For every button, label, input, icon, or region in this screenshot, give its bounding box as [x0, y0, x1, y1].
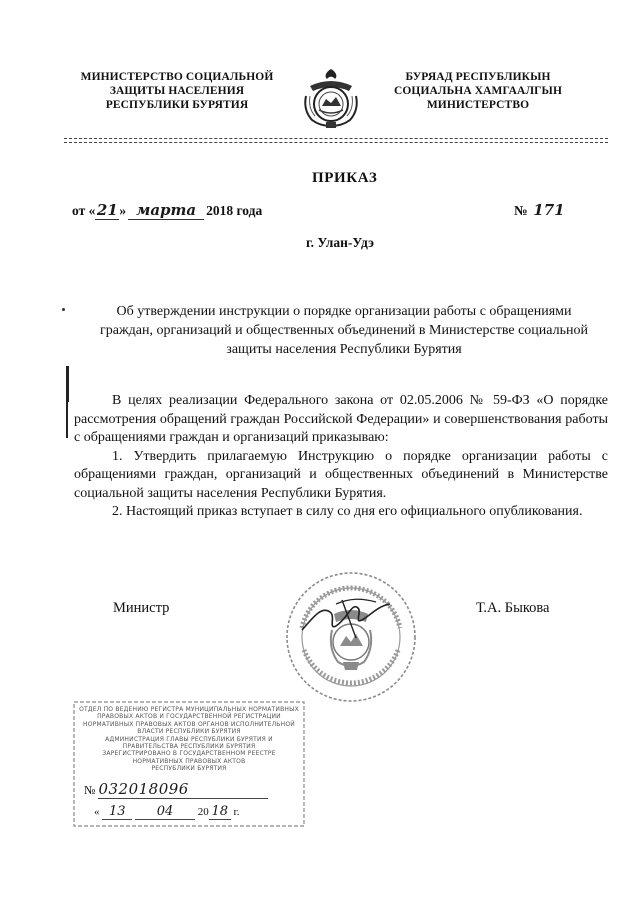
- date-prefix: от «: [72, 203, 96, 218]
- document-city: г. Улан-Удэ: [306, 235, 374, 250]
- stamp-date-day: 13: [102, 804, 132, 820]
- document-type-title: ПРИКАЗ: [312, 170, 378, 186]
- registration-stamp: [72, 700, 306, 828]
- margin-mark-2: [66, 398, 68, 438]
- body-paragraph-preamble: В целях реализации Федерального закона от 02.05.2006 № 59-ФЗ «О порядке рассмотрения обращений граждан Российской Федерации» и совершенствования работы с обращениями граждан и организаций приказываю:: [74, 393, 608, 445]
- stamp-line: РЕСПУБЛИКИ БУРЯТИЯ: [151, 765, 227, 773]
- stamp-registration-date: [94, 804, 294, 820]
- stamp-date-year-prefix: 20: [197, 806, 209, 818]
- stamp-line: ВЛАСТИ РЕСПУБЛИКИ БУРЯТИЯ: [137, 728, 241, 736]
- margin-dot: [62, 308, 65, 311]
- stamp-line: ЗАРЕГИСТРИРОВАНО В ГОСУДАРСТВЕННОМ РЕЕСТРЕ: [102, 750, 276, 758]
- document-date: [72, 201, 262, 220]
- ministry-name-bua-line3: МИНИСТЕРСТВО: [426, 99, 530, 111]
- subject-line1: Об утверждении инструкции о порядке организации работы с обращениями: [116, 304, 572, 319]
- document-number: [514, 201, 567, 219]
- date-suffix: 2018 года: [206, 203, 263, 218]
- stamp-date-suffix: г.: [233, 806, 240, 818]
- subject-line3: защиты населения Республики Бурятия: [226, 342, 462, 357]
- document-subject: [72, 302, 616, 359]
- stamp-line: АДМИНИСТРАЦИЯ ГЛАВЫ РЕСПУБЛИКИ БУРЯТИЯ И: [105, 735, 273, 743]
- subject-line2: граждан, организаций и общественных объединений в Министерстве социальной: [100, 323, 588, 338]
- stamp-date-month: 04: [135, 804, 195, 820]
- ministry-name-ru-line3: РЕСПУБЛИКИ БУРЯТИЯ: [105, 99, 249, 111]
- ministry-name-buryat: [378, 70, 578, 112]
- header-divider-top: [64, 138, 608, 139]
- ministry-name-russian: [72, 70, 282, 112]
- ministry-name-bua-line2: СОЦИАЛЬНА ХАМГААЛГЫН: [393, 85, 562, 97]
- date-mid: »: [119, 203, 127, 218]
- stamp-line: ПРАВОВЫХ АКТОВ И ГОСУДАРСТВЕННОЙ РЕГИСТРАЦИИ: [97, 713, 281, 721]
- signatory-name: Т.А. Быкова: [476, 600, 550, 616]
- stamp-text-block: [78, 706, 300, 773]
- body-paragraph-item-2: 2. Настоящий приказ вступает в силу со дня его официального опубликования.: [112, 504, 583, 519]
- body-paragraph-item-1: 1. Утвердить прилагаемую Инструкцию о порядке организации работы с обращениями граждан, организаций и общественных объединений в Министерстве социальной защиты населения Республики Бурятия.: [74, 448, 608, 501]
- stamp-reg-label: №: [84, 783, 96, 797]
- republic-emblem-icon: [300, 66, 362, 130]
- document-body: [74, 392, 608, 522]
- number-label: №: [514, 203, 528, 218]
- stamp-registration-number: [84, 780, 298, 799]
- date-month-handwritten: марта: [128, 201, 204, 220]
- ministry-name-ru-line1: МИНИСТЕРСТВО СОЦИАЛЬНОЙ: [80, 71, 274, 83]
- date-day-handwritten: 21: [96, 201, 118, 219]
- number-handwritten: 171: [533, 201, 565, 219]
- stamp-line: ПРАВИТЕЛЬСТВА РЕСПУБЛИКИ БУРЯТИЯ: [122, 743, 256, 751]
- stamp-date-prefix: «: [94, 806, 100, 818]
- stamp-line: НОРМАТИВНЫХ ПРАВОВЫХ АКТОВ ОРГАНОВ ИСПОЛНИТЕЛЬНОЙ: [83, 720, 295, 728]
- margin-mark-1: [66, 366, 69, 402]
- stamp-date-year: 18: [209, 804, 231, 820]
- ministry-name-bua-line1: БУРЯАД РЕСПУБЛИКЫН: [405, 71, 551, 83]
- stamp-reg-number-handwritten: 032018096: [98, 780, 268, 799]
- stamp-line: ОТДЕЛ ПО ВЕДЕНИЮ РЕГИСТРА МУНИЦИПАЛЬНЫХ НОРМАТИВНЫХ: [79, 706, 299, 713]
- ministry-name-ru-line2: ЗАЩИТЫ НАСЕЛЕНИЯ: [109, 85, 245, 97]
- stamp-line: НОРМАТИВНЫХ ПРАВОВЫХ АКТОВ: [132, 757, 246, 765]
- header-divider-bottom: [64, 142, 608, 143]
- signatory-position: Министр: [113, 600, 170, 616]
- handwritten-signature-icon: [292, 586, 412, 646]
